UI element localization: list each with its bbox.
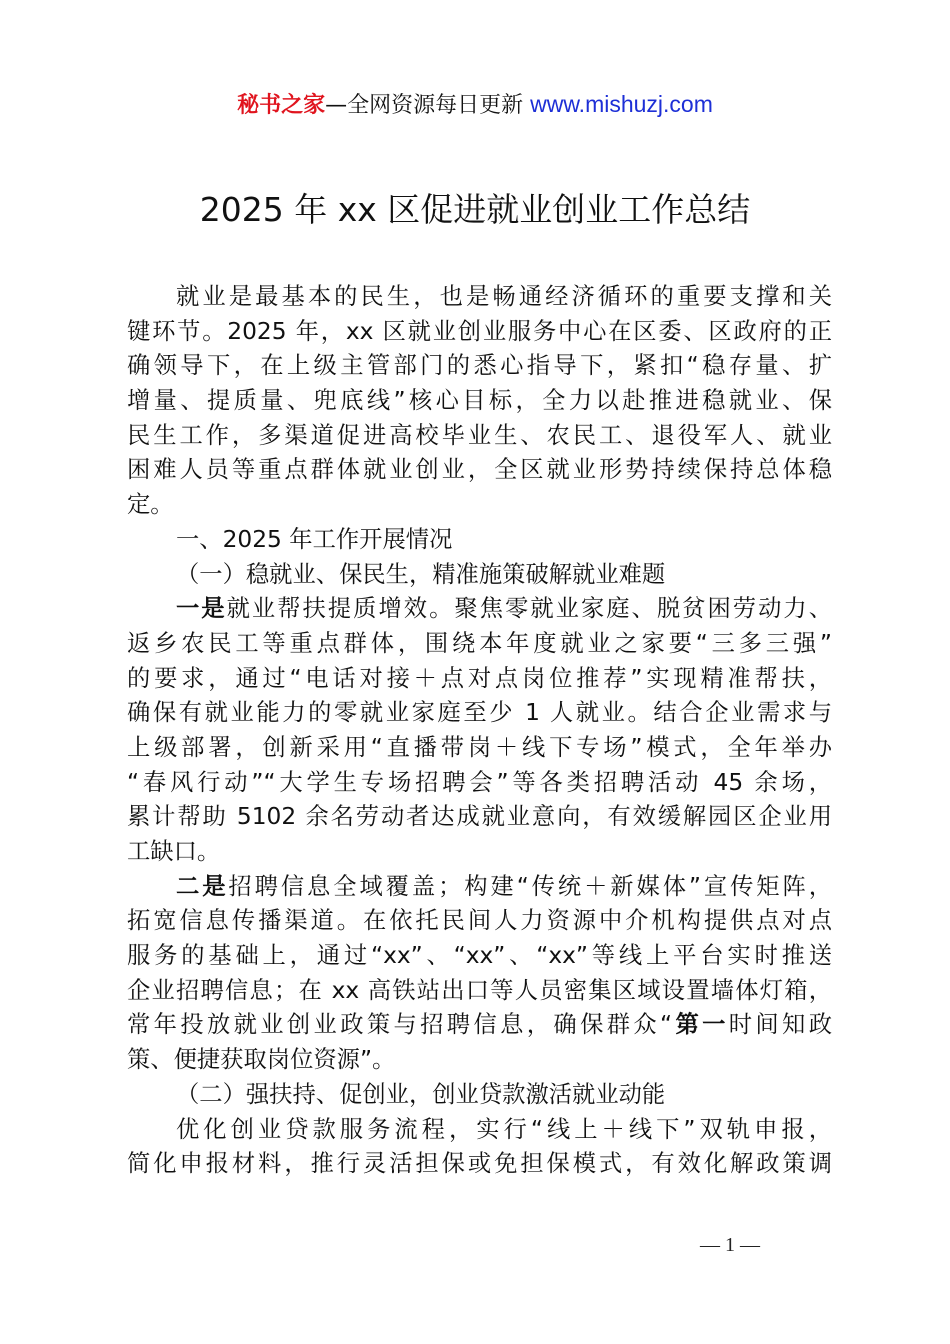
text-segment: 优化创业贷款服务流程，实行“线上＋线下”双轨申报， [176,1115,832,1143]
text-segment: 企业招聘信息；在 xx 高铁站出口等人员密集区域设置墙体灯箱， [127,976,832,1004]
text-line [127,974,832,1009]
text-line [127,696,832,731]
text-line [127,800,832,835]
text-segment: “春风行动”“大学生专场招聘会”等各类招聘活动 45 余场， [127,768,832,796]
text-line [127,488,832,523]
text-segment: 时间知政 [728,1011,832,1039]
text-segment: 键环节。2025 年，xx 区就业创业服务中心在区委、区政府的正 [127,317,832,345]
text-segment: （二）强扶持、促创业，创业贷款激活就业动能 [176,1080,666,1108]
document-title: 2025 年 xx 区促进就业创业工作总结 [199,190,751,229]
text-line [127,870,832,905]
text-line [127,662,832,697]
text-segment: 拓宽信息传播渠道。在依托民间人力资源中介机构提供点对点 [127,907,832,935]
text-line [127,1043,832,1078]
text-segment: 累计帮助 5102 余名劳动者达成就业意向，有效缓解园区企业用 [127,803,832,831]
site-url-link[interactable]: www.mishuzj.com [530,91,713,117]
text-segment: 上级部署，创新采用“直播带岗＋线下专场”模式，全年举办 [127,733,832,761]
text-line [127,349,832,384]
page-number: — 1 — [700,1234,760,1256]
text-line [127,558,832,593]
text-segment: 民生工作，多渠道促进高校毕业生、农民工、退役军人、就业 [127,421,832,449]
text-line [127,1078,832,1113]
brand-name: 秘书之家 [237,93,326,118]
text-segment: 困难人员等重点群体就业创业，全区就业形势持续保持总体稳 [127,456,832,484]
text-segment: 常年投放就业创业政策与招聘信息，确保群众“ [127,1011,673,1039]
text-segment: 就业是最基本的民生，也是畅通经济循环的重要支撑和关 [176,283,832,310]
text-line [127,1147,832,1182]
text-segment: 的要求，通过“电话对接＋点对点岗位推荐”实现精准帮扶， [127,664,832,692]
text-line [127,731,832,766]
text-line [127,280,832,315]
text-line [127,904,832,939]
text-segment: 一、2025 年工作开展情况 [176,525,453,553]
text-segment: 增量、提质量、兜底线”核心目标，全力以赴推进稳就业、保 [127,387,832,415]
text-line [127,453,832,488]
text-line [127,384,832,419]
text-line [127,315,832,350]
text-line [127,835,832,870]
text-line [127,939,832,974]
bold-text: 第一 [672,1011,729,1039]
text-segment: 招聘信息全域覆盖；构建“传统＋新媒体”宣传矩阵， [228,872,833,900]
text-line [127,766,832,801]
text-line [127,592,832,627]
text-segment: 简化申报材料，推行灵活担保或免担保模式，有效化解政策调 [127,1150,832,1178]
text-segment: 返乡农民工等重点群体，围绕本年度就业之家要“三多三强” [127,629,832,657]
text-segment: 定。 [127,491,174,519]
tagline: —全网资源每日更新 [325,93,531,118]
text-line [127,627,832,662]
text-line [127,419,832,454]
text-segment: 就业帮扶提质增效。聚焦零就业家庭、脱贫困劳动力、 [226,595,833,623]
bold-text: 一是 [176,595,227,623]
text-line [127,523,832,558]
text-segment: 确领导下，在上级主管部门的悉心指导下，紧扣“稳存量、扩 [127,352,832,380]
text-segment: 策、便捷获取岗位资源”。 [127,1046,396,1074]
text-segment: 工缺口。 [127,838,221,865]
text-segment: 服务的基础上，通过“xx”、“xx”、“xx”等线上平台实时推送 [127,942,832,970]
bold-text: 二是 [176,872,229,900]
document-body [127,280,832,1182]
text-line [127,1113,832,1148]
text-segment: （一）稳就业、保民生，精准施策破解就业难题 [176,560,666,588]
site-header [0,88,950,122]
text-line [127,1008,832,1043]
text-segment: 确保有就业能力的零就业家庭至少 1 人就业。结合企业需求与 [127,699,832,727]
